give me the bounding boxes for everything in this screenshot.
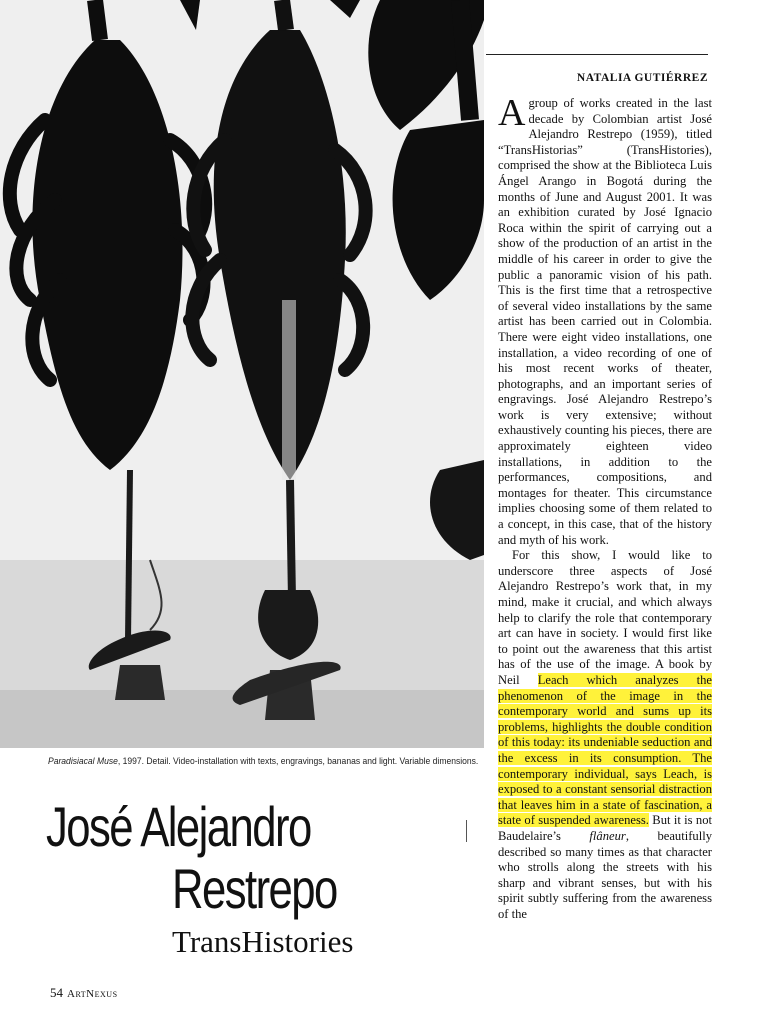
paragraph-1 — [498, 92, 712, 548]
header-rule — [486, 54, 708, 55]
article-title-line-2: Restrepo — [172, 857, 337, 920]
highlighted-passage: Leach which analyzes the phenomenon of the image in the contemporary world and sums up its problems, highlights the double condition of this today: its undeniable seduction and the excess in its consumption. The contemporary individual, says Leach, is exposed to a constant sensorial distraction that leaves him in a state of fascination, a state of suspended awareness. — [498, 672, 712, 828]
page-footer — [50, 985, 118, 1001]
drop-cap: A — [498, 92, 526, 134]
photo-caption — [48, 756, 479, 767]
paragraph-2-mid: But it is not Baudelaire’s — [498, 813, 713, 843]
caption-work-title: Paradisiacal Muse — [48, 756, 118, 767]
page-number: 54 — [50, 985, 63, 1000]
article-body — [498, 92, 713, 922]
installation-photo — [0, 0, 484, 748]
author-byline: NATALIA GUTIÉRREZ — [576, 72, 708, 84]
paragraph-2-end: , beautifully described so many times as that character who strolls along the streets with his sharp and vibrant senses, but with his spirit subtly suffering from the awareness of the — [498, 828, 712, 921]
caption-details: , 1997. Detail. Video-installation with texts, engravings, bananas and light. Variable dimensions. — [117, 756, 479, 767]
paragraph-2 — [498, 548, 712, 922]
banana-installation-image — [0, 0, 484, 748]
magazine-name: ArtNexus — [67, 988, 118, 1000]
article-title-line-1: José Alejandro — [46, 795, 311, 858]
paragraph-2-start: For this show, I would like to underscore three aspects of José Alejandro Restrepo’s work that, in my mind, make it crucial, and which always help to clarify the role that contemporary art can have in society. I would first like to point out the awareness that this artist has of the use of the image. A book by Neil — [498, 548, 712, 687]
flaneur-term: flâneur — [589, 828, 626, 843]
paragraph-1-text: group of works created in the last decade by Colombian artist José Alejandro Restrepo (1959), titled “TransHistorias” (TransHistories), comprised the show at the Biblioteca Luis Ángel Arango in Bogotá during the months of June and August 2001. It was an exhibition curated by José Ignacio Roca within the spirit of carrying out a show of the production of an artist in the middle of his career in order to give the public a panoramic vision of his path. This is the first time that a retrospective of several video installations by the same artist has been carried out in Colombia. There were eight video installations, one installation, a video recording of one of his most recent works of theater, photographs, and an important series of engravings. José Alejandro Restrepo’s work is very extensive; without exhaustively counting his pieces, there are approximately eighteen video installations, in addition to the performances, compositions, and montages for theater. This circumstance implies choosing some of them related to a concept, in this case, that of the history and myth of his work. — [498, 96, 712, 547]
article-subtitle: TransHistories — [172, 924, 354, 959]
margin-mark — [466, 820, 467, 842]
